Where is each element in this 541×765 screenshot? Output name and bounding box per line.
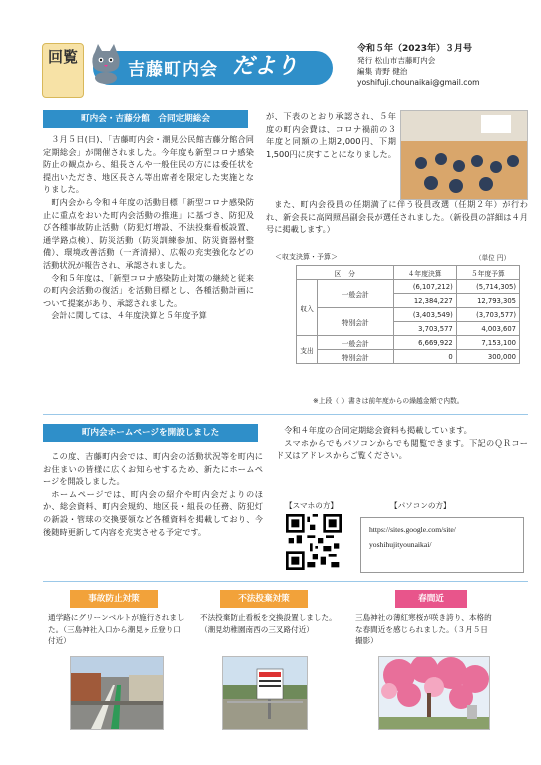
paragraph: スマホからでもパソコンからでも閲覧できます。下記のＱＲコード又はアドレスからご覧ください。 — [276, 437, 528, 461]
caption-dumping: 不法投棄防止看板を交換設置しました。（潮見幼稚園南西の三叉路付近） — [200, 613, 337, 634]
table-cell: 3,703,577 — [393, 322, 456, 336]
meeting-photo — [400, 110, 528, 200]
section1-right-top — [266, 110, 396, 160]
homepage-url-box[interactable] — [360, 517, 524, 573]
income-label: 収入 — [297, 280, 318, 336]
finance-header: 区 分 — [297, 266, 394, 280]
caption-accident: 通学路にグリーンベルトが施行されました。（三島神社入口から潮見ヶ丘登り口付近） — [48, 613, 185, 645]
issue-label: 令和５年（2023年）３月号 — [357, 44, 473, 54]
row-label: 一般会計 — [318, 280, 394, 308]
table-cell: 4,003,607 — [456, 322, 519, 336]
url-line[interactable]: https://sites.google.com/site/ — [369, 525, 456, 534]
heading-spring: 春間近 — [395, 590, 467, 608]
finance-header: ５年度予算 — [456, 266, 519, 280]
divider — [43, 581, 528, 582]
green-belt-photo — [70, 656, 164, 730]
table-cell: 300,000 — [456, 350, 519, 364]
smartphone-label: 【スマホの方】 — [285, 501, 339, 510]
paragraph: が、下表のとおり承認され、５年度の町内会費は、コロナ禍前の３年度と同額の上期2,000円、下期1,500円に戻すことになりました。 — [266, 111, 396, 159]
finance-caption: ＜収支決算・予算＞ — [275, 253, 338, 261]
header-info — [357, 44, 527, 88]
table-cell: 7,153,100 — [456, 336, 519, 350]
row-label: 特別会計 — [318, 308, 394, 336]
table-cell: 12,793,305 — [456, 294, 519, 308]
divider — [43, 414, 528, 415]
paragraph: この度、吉藤町内会では、町内会の活動状況等を町内にお住まいの皆様に広くお知らせするため、新たにホームページを開設しました。 — [43, 451, 263, 487]
row-label: 特別会計 — [318, 350, 394, 364]
heading-dumping-prevention: 不法投棄対策 — [220, 590, 308, 608]
paragraph: ホームページでは、町内会の紹介や町内会だよりのほか、総会資料、町内会規約、地区長・組長の任務、防犯灯の新設・管球の交換要領など各種資料を掲載しており、今後随時更新して内容を充実させる予定です。 — [43, 488, 263, 537]
table-cell: 12,384,227 — [393, 294, 456, 308]
cat-illustration — [89, 44, 123, 84]
finance-header: ４年度決算 — [393, 266, 456, 280]
table-cell: (3,403,549) — [393, 308, 456, 322]
dumping-sign-photo — [222, 656, 308, 730]
paragraph: 令和４年度の合同定期総会資料も掲載しています。 — [284, 425, 472, 435]
table-cell: (5,714,305) — [456, 280, 519, 294]
finance-note: ※上段（ ）書きは前年度からの繰越金額で内数。 — [313, 397, 464, 405]
table-cell: 0 — [393, 350, 456, 364]
newsletter-title-suffix: だより — [232, 54, 299, 79]
url-line[interactable]: yoshihujityounaikai/ — [369, 540, 432, 549]
email-label[interactable]: yoshifuji.chounaikai@gmail.com — [357, 78, 480, 87]
paragraph: また、町内会役員の任期満了に伴う役員改選（任期２年）が行われ、新会長に高岡照昌副会長が選任されました。（新役員の詳細は４月号に掲載します。） — [266, 199, 528, 235]
heading-accident-prevention: 事故防止対策 — [70, 590, 158, 608]
table-cell: (3,703,577) — [456, 308, 519, 322]
table-cell: 6,669,922 — [393, 336, 456, 350]
pc-label: 【パソコンの方】 — [390, 501, 451, 510]
section2-right — [276, 424, 528, 462]
newsletter-title: 吉藤町内会 — [128, 60, 218, 80]
cherry-blossom-photo — [378, 656, 490, 730]
paragraph: 令和５年度は、「新型コロナ感染防止対策の継続と従来の町内会活動の復活」を活動目標とし、各種活動計画について提案があり、承認されました。 — [43, 272, 254, 308]
finance-table — [296, 265, 520, 364]
finance-unit: （単位 円） — [475, 254, 511, 262]
publisher-label: 発行 松山市吉藤町内会 — [357, 56, 436, 65]
paragraph: ３月５日(日)、「吉藤町内会・潮見公民館吉藤分館合同定期総会」が開催されました。今年度も新型コロナ感染防止の観点から、組長さんや一般住民の方には委任状を提出いただき、地区長さん等出席者を限定した実施となりました。 — [43, 134, 254, 195]
qr-code-icon[interactable] — [286, 514, 342, 570]
expense-label: 支出 — [297, 336, 318, 364]
section-heading-general-meeting: 町内会・吉藤分館 合同定期総会 — [43, 110, 248, 128]
section1-body — [43, 133, 254, 322]
table-cell: (6,107,212) — [393, 280, 456, 294]
section2-body — [43, 450, 263, 538]
row-label: 一般会計 — [318, 336, 394, 350]
paragraph: 会計に関しては、４年度決算と５年度予算 — [51, 310, 207, 321]
kairan-stamp: 回覧 — [42, 43, 84, 98]
section-heading-homepage: 町内会ホームページを開設しました — [43, 424, 258, 442]
paragraph: 町内会から令和４年度の活動目標「新型コロナ感染防止に重点をおいた町内会活動の推進」に基づき、防犯及び各種事故防止活動（防犯灯増設、不法投棄看板設置、通学路点検）、防災活動（防災訓練参加、防災資器材整備）、環境改善活動（一斉清掃）、広報の充実強化などの活動状況が報告され、承認されました。 — [43, 196, 254, 270]
section1-right-bottom — [266, 198, 528, 236]
editor-label: 編集 青野 健治 — [357, 67, 408, 76]
caption-spring: 三島神社の薄紅寒桜が咲き誇り、本格的な春間近を感じられました。（３月５日撮影） — [355, 613, 492, 645]
